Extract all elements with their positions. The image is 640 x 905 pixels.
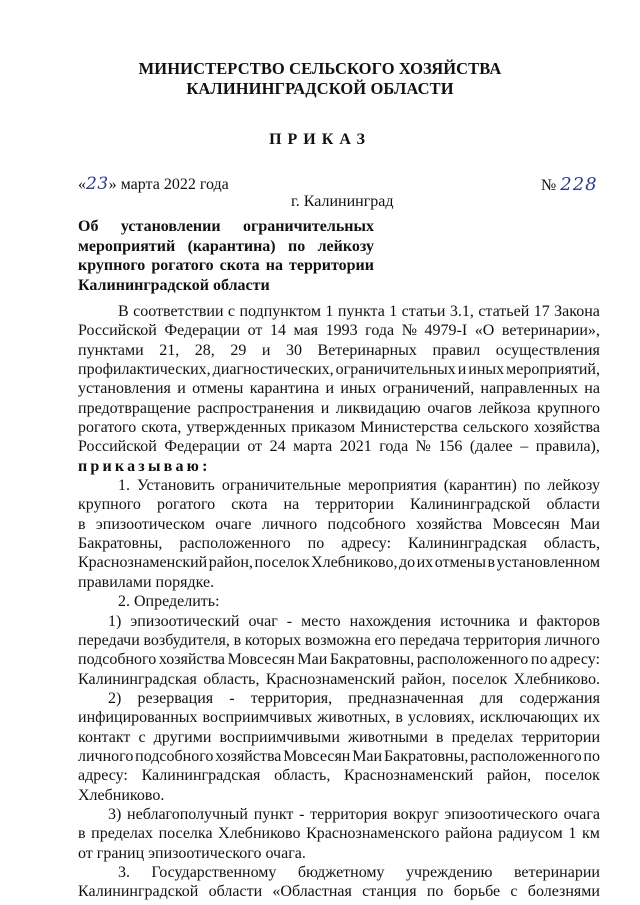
subject-line: Калининградской области (78, 276, 270, 294)
word: бюджетному (297, 863, 385, 881)
word: скота, (141, 419, 182, 437)
word: правила), (535, 438, 600, 456)
body-line: правилами порядке. (78, 573, 215, 591)
word: и (320, 399, 330, 417)
word: хозяйства (215, 747, 282, 765)
word: км (582, 825, 600, 843)
word: учреждению (405, 863, 493, 881)
word: территории (289, 257, 374, 274)
order-subject (78, 217, 374, 295)
word: правил (432, 341, 481, 359)
word: подпунктом (239, 303, 321, 320)
word: от (247, 322, 263, 340)
word: Калининградская (407, 535, 527, 553)
document-type-title: ПРИКАЗ (269, 131, 371, 148)
word: № (401, 322, 417, 340)
ministry-name-line2: КАЛИНИНГРАДСКОЙ ОБЛАСТИ (186, 79, 454, 98)
city-name: г. Калининград (291, 193, 394, 210)
body-line: от границ эпизоотического очага. (78, 844, 306, 862)
body-line: 2. Определить: (118, 593, 220, 611)
word: Хлебниково, (311, 554, 398, 572)
word: животных, (317, 709, 391, 727)
body-line (78, 882, 600, 901)
body-line (78, 302, 600, 321)
word: Об (78, 218, 99, 235)
number-handwritten: 228 (560, 174, 598, 195)
word: года (365, 322, 395, 340)
word: по (583, 747, 600, 765)
word: личного (261, 515, 318, 533)
word: предназначенная (348, 689, 464, 707)
body-line (78, 689, 600, 708)
word: диагностических, (212, 361, 334, 379)
body-line (78, 708, 600, 727)
word: Государственному (151, 863, 277, 881)
word: с (138, 728, 146, 746)
body-line (78, 341, 600, 360)
word: Мовсесян (227, 651, 295, 669)
word: 1 (389, 303, 398, 320)
word: по (530, 651, 548, 669)
word: пределах (91, 825, 153, 843)
word: передачи (78, 631, 140, 649)
body-line (78, 824, 600, 843)
body-line-prikazyvayu: приказываю: (78, 457, 211, 475)
body-line (78, 728, 600, 747)
body-line (78, 805, 600, 824)
body-line (78, 321, 600, 340)
word: «Областная (272, 883, 352, 901)
order-body (78, 302, 600, 902)
word: Установить (137, 477, 215, 495)
word: на (584, 380, 600, 398)
word: в (487, 554, 496, 572)
word: мероприятия (348, 477, 437, 495)
word: карантина (249, 380, 320, 398)
word: крупного (78, 257, 146, 274)
word: (далее (469, 438, 513, 456)
word: ликвидацию (335, 399, 421, 417)
word: территория (463, 631, 541, 649)
word: Бакратовны, (78, 535, 163, 553)
word: ветеринарии (513, 863, 600, 881)
word: Мовсесян (283, 747, 351, 765)
subject-line (78, 256, 374, 276)
word: которых (244, 631, 302, 649)
word: Калининградская (141, 767, 261, 785)
word: № (415, 438, 431, 456)
word: район, (401, 670, 446, 688)
word: - (299, 805, 305, 823)
word: 1. (118, 477, 130, 495)
word: его (374, 631, 396, 649)
word: неблагополучный (127, 805, 248, 823)
word: от (247, 438, 263, 456)
word: и (518, 612, 528, 630)
word: расположенного (416, 651, 529, 669)
body-line (78, 418, 600, 437)
word: Хлебниково (218, 825, 301, 843)
word: расположенного (470, 747, 582, 765)
body-line (78, 515, 600, 534)
word: в (435, 728, 444, 746)
body-line: Хлебниково. (78, 786, 165, 804)
word: 2021 (339, 438, 372, 456)
word: область, (543, 535, 600, 553)
subject-line (78, 217, 374, 237)
body-line (78, 379, 600, 398)
word: территория (310, 805, 388, 823)
word: области (546, 496, 600, 514)
word: - (229, 689, 235, 707)
word: лейкозу (547, 477, 600, 495)
word: Краснознаменский (265, 670, 396, 688)
body-line (78, 766, 600, 785)
word: в (233, 631, 242, 649)
word: их (416, 554, 434, 572)
word: мая (293, 322, 318, 340)
word: восприимчивыми (219, 728, 340, 746)
word: 156 (438, 438, 463, 456)
word: с (510, 883, 518, 901)
word: и (325, 380, 335, 398)
word: 2) (108, 689, 122, 707)
word: область, (274, 767, 331, 785)
word: Мовсесян (492, 515, 560, 533)
word: хозяйства (158, 651, 226, 669)
word: скота (219, 257, 260, 274)
word: очагов (427, 399, 472, 417)
date-open-quote: « (78, 176, 86, 193)
word: 21, (159, 341, 180, 359)
body-line (78, 534, 600, 553)
word: поселка (158, 825, 213, 843)
word: статьей (478, 303, 530, 320)
word: территории (315, 496, 394, 514)
date-month-year: марта 2022 года (120, 176, 229, 193)
word: мероприятий, (506, 361, 600, 379)
date-day-handwritten: 23 (86, 174, 109, 194)
date-close-quote: » (108, 176, 117, 193)
word: рогатого (151, 257, 214, 274)
word: возбудителя, (143, 631, 230, 649)
word: лейкоза (478, 399, 531, 417)
word: Краснознаменский (78, 554, 208, 572)
word: эпизоотическом (95, 515, 205, 533)
word: Федерации (164, 438, 240, 456)
word: другими (153, 728, 212, 746)
word: района (445, 825, 493, 843)
word: Калининградской (78, 883, 199, 901)
word: 30 (285, 341, 302, 359)
word: 24 (269, 438, 286, 456)
word: в (78, 515, 86, 533)
word: В (118, 303, 129, 320)
word: очага (563, 805, 600, 823)
word: адресу: (78, 767, 128, 785)
word: условиях, (408, 709, 475, 727)
word: отмены (192, 380, 244, 398)
word: подсобного (327, 515, 406, 533)
word: отмены (434, 554, 487, 572)
word: скота (231, 496, 268, 514)
word: Хлебниково. (513, 670, 600, 688)
word: соответствии (133, 303, 224, 320)
word: Ветеринарных (317, 341, 417, 359)
word: 3. (118, 863, 130, 881)
order-number (541, 174, 598, 195)
word: 4979-I (424, 322, 468, 340)
word: хозяйства (416, 515, 483, 533)
word: в (78, 825, 86, 843)
word: иных (340, 380, 377, 398)
word: очаге (215, 515, 252, 533)
word: адресу: (341, 535, 392, 553)
word: эпизоотического (444, 805, 558, 823)
word: пункта (337, 303, 385, 320)
word: направленных (480, 380, 578, 398)
word: Маи (570, 515, 600, 533)
word: подсобного (135, 747, 214, 765)
word: 1 (325, 303, 334, 320)
word: иных (468, 361, 505, 379)
word: станция (362, 883, 417, 901)
word: место (301, 612, 341, 630)
word: восприимчивых (202, 709, 313, 727)
body-line (78, 612, 600, 631)
word: личного (78, 747, 134, 765)
word: Калининградская (78, 670, 197, 688)
word: 1993 (325, 322, 358, 340)
word: поселок (254, 554, 310, 572)
word: Федерации (164, 322, 240, 340)
word: ветеринарии», (501, 322, 600, 340)
word: передача (399, 631, 460, 649)
word: распространения (197, 399, 315, 417)
word: ограничительные (221, 477, 342, 495)
word: (карантина) (187, 237, 276, 255)
word: Закона (554, 303, 600, 320)
word: ограничительных (335, 361, 456, 379)
body-line (78, 670, 600, 689)
word: Российской (78, 438, 157, 456)
word: район, (208, 554, 253, 572)
word: поселок (544, 767, 600, 785)
word: пунктами (78, 341, 144, 359)
body-line (78, 437, 600, 456)
word: адресу: (550, 651, 600, 669)
number-prefix: № (541, 177, 557, 194)
word: 1 (568, 825, 577, 843)
word: ограничительных (243, 218, 374, 235)
body-line (78, 747, 600, 766)
word: инфицированных (78, 709, 198, 727)
word: лейкозу (317, 237, 374, 255)
word: вокруг (393, 805, 439, 823)
word: район, (486, 767, 532, 785)
word: Бакратовны, (329, 651, 415, 669)
word: рогатого (156, 496, 216, 514)
word: по (523, 477, 541, 495)
word: утвержденных (186, 419, 287, 437)
word: Бакратовны, (383, 747, 469, 765)
word: Краснознаменский (344, 767, 474, 785)
word: возможна (304, 631, 371, 649)
word: по (307, 535, 325, 553)
word: 29 (230, 341, 247, 359)
word: содержания (519, 689, 600, 707)
word: на (265, 257, 283, 274)
word: 28, (194, 341, 215, 359)
word: марта (293, 438, 333, 456)
word: и (177, 380, 186, 398)
word: Маи (297, 651, 328, 669)
word: области (208, 883, 263, 901)
word: предотвращение (78, 399, 191, 417)
word: 14 (269, 322, 286, 340)
word: пункт (253, 805, 294, 823)
word: установлении (120, 218, 221, 235)
word: установления (78, 380, 171, 398)
word: осуществления (495, 341, 600, 359)
body-line (78, 631, 600, 650)
body-line (78, 495, 600, 514)
word: поселок (452, 670, 508, 688)
word: 1) (108, 612, 122, 630)
word: нахождения (349, 612, 432, 630)
word: для (479, 689, 504, 707)
word: приказом (291, 419, 356, 437)
word: профилактических, (78, 361, 211, 379)
body-line (78, 399, 600, 418)
word: резервация (137, 689, 214, 707)
word: крупного (537, 399, 600, 417)
word: в (395, 709, 403, 727)
word: источника (440, 612, 510, 630)
word: (карантин) (443, 477, 517, 495)
subject-line (78, 237, 374, 257)
word: очаг (248, 612, 278, 630)
word: факторов (536, 612, 600, 630)
word: сельского (462, 419, 529, 437)
word: и (457, 361, 467, 379)
word: расположенного (179, 535, 291, 553)
word: «О (474, 322, 495, 340)
word: на (283, 496, 300, 514)
word: личного (544, 631, 600, 649)
word: крупного (78, 496, 141, 514)
word: подсобного (78, 651, 157, 669)
word: эпизоотический (130, 612, 240, 630)
body-line (78, 553, 600, 572)
word: пределах (451, 728, 514, 746)
word: мероприятий (78, 237, 176, 255)
word: года (379, 438, 409, 456)
word: животными (347, 728, 428, 746)
word: рогатого (78, 419, 137, 437)
order-date (78, 174, 229, 194)
word: Министерства (360, 419, 458, 437)
word: статьи (401, 303, 446, 320)
word: территория, (250, 689, 333, 707)
word: и (261, 341, 271, 359)
word: Российской (78, 322, 157, 340)
word: по (287, 237, 306, 255)
body-line (78, 360, 600, 379)
word: территории (521, 728, 600, 746)
word: болезнями (527, 883, 600, 901)
word: Калининградской (409, 496, 531, 514)
word: исключающих (479, 709, 579, 727)
word: 17 (533, 303, 550, 320)
word: борьбе (453, 883, 501, 901)
ministry-name-line1: МИНИСТЕРСТВО СЕЛЬСКОГО ХОЗЯЙСТВА (138, 59, 502, 78)
word: радиусом (498, 825, 563, 843)
word: ограничений, (382, 380, 475, 398)
word: – (520, 438, 529, 456)
word: - (286, 612, 293, 630)
word: до (398, 554, 416, 572)
word: 3.1, (449, 303, 474, 320)
word: 3) (108, 805, 122, 823)
word: Краснознаменского (306, 825, 440, 843)
word: область, (203, 670, 260, 688)
word: установленном (496, 554, 600, 572)
body-line (78, 863, 600, 882)
word: хозяйства (533, 419, 600, 437)
word: по (426, 883, 444, 901)
body-line (78, 650, 600, 669)
body-line (78, 476, 600, 495)
word: с (227, 303, 236, 320)
word: их (583, 709, 600, 727)
word: Маи (352, 747, 383, 765)
word: контакт (78, 728, 131, 746)
